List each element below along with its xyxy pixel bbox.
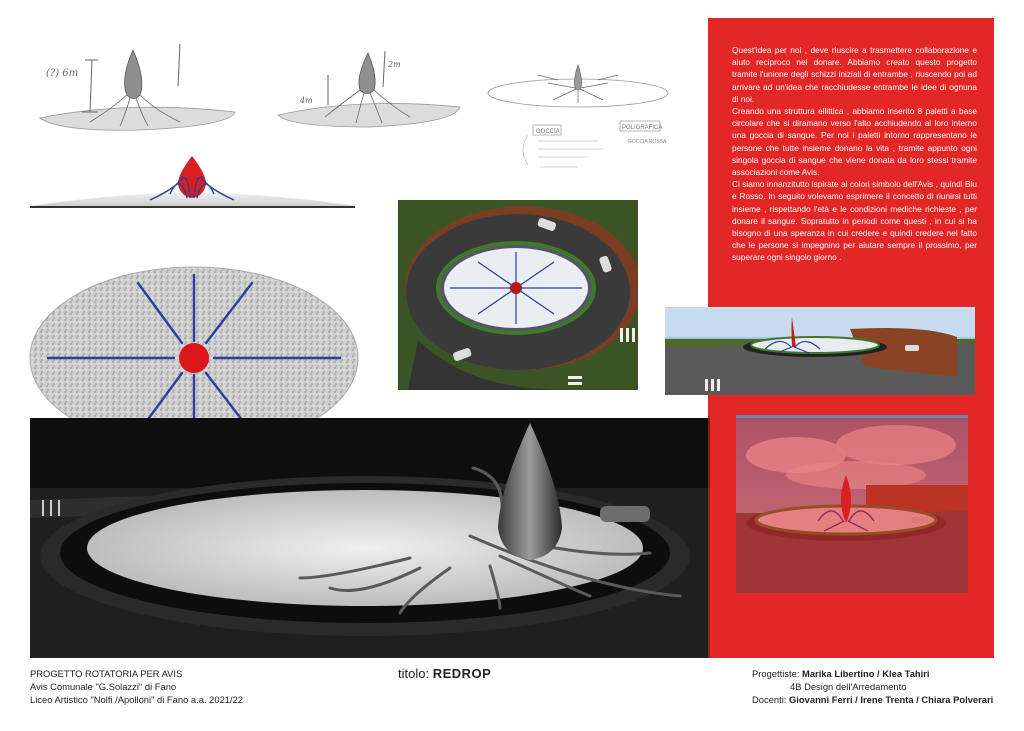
title-label: titolo: bbox=[398, 666, 430, 681]
description-paragraph-3: Ci siamo innanzitutto ispirate ai colori simbolo dell'Avis , quindi Blu e Rosso. In seguito volevamo esprimere il concetto di riunirsi tutti insieme , rispettando l'età e le condizioni mediche richieste , per donare il sangue. Sopratutto in periodi come questi , in cui si ha bisogno di una speranza in cui credere e quindi credere nel fatto che le persone si impegnino per aiutare sempre il prossimo, per superare ogni singolo giorno . bbox=[732, 179, 977, 263]
footer-credits bbox=[752, 667, 992, 706]
teachers-label: Docenti: bbox=[752, 694, 787, 705]
sketch-plan-notes bbox=[478, 55, 698, 185]
main-night-render-image bbox=[30, 418, 710, 658]
title-value: REDROP bbox=[432, 666, 492, 681]
teachers-names: Giovanni Ferri / Irene Trenta / Chiara Polverari bbox=[789, 694, 994, 705]
organization: Avis Comunale "G.Solazzi" di Fano bbox=[30, 681, 177, 692]
designers-names: Marika Libertino / Klea Tahiri bbox=[802, 668, 930, 679]
description-paragraph-2: Creando una struttura ellittica , abbiamo inserito 8 paletti a base circolare che si diramano verso l'alto acchiudendo al loro interno una goccia di sangue. Per noi i paletti intorno rappresentano le persone che tutte insieme donano la vita , tramite appunto ogni singola goccia di sangue che viene donata da loro stessi tramite associazioni come Avis. bbox=[732, 106, 977, 178]
elevation-drawing bbox=[30, 150, 355, 212]
sketch-note-4m: 4m bbox=[300, 96, 313, 105]
designers-label: Progettiste: bbox=[752, 668, 800, 679]
sketch-note-goccia: GOCCIA bbox=[536, 129, 560, 135]
sketch-drop-1 bbox=[30, 40, 245, 140]
footer-project-info bbox=[30, 667, 243, 706]
perspective-render-image bbox=[665, 307, 975, 395]
sketch-note-goccia-rossa: GOCCIA ROSSA bbox=[628, 139, 667, 145]
sketch-note-6m: (?) 6m bbox=[46, 68, 79, 79]
project-title: PROGETTO ROTATORIA PER AVIS bbox=[30, 668, 183, 679]
course: 4B Design dell'Arredamento bbox=[790, 681, 907, 692]
sketch-note-poligrafica: POLIGRAFICA bbox=[622, 125, 663, 131]
sketch-note-2m: 2m bbox=[388, 60, 401, 69]
footer-title bbox=[398, 666, 491, 681]
red-overlay bbox=[708, 418, 994, 658]
description-paragraph-1: Quest'idea per noi , deve riuscire a trasmettere collaborazione e aiuto reciproco nel donare. Abbiamo creato questo progetto tramite l'unione degli schizzi iniziali di entrambe , riuscendo poi ad arrivare ad un'idea che racchiudesse entrambe le idee di ognuna di noi. bbox=[732, 45, 977, 104]
project-description bbox=[732, 44, 977, 264]
sketch-drop-2 bbox=[270, 45, 470, 135]
aerial-render-image bbox=[398, 200, 638, 390]
school: Liceo Artistico "Nolfi /Apolloni" di Fano a.a. 2021/22 bbox=[30, 694, 244, 705]
